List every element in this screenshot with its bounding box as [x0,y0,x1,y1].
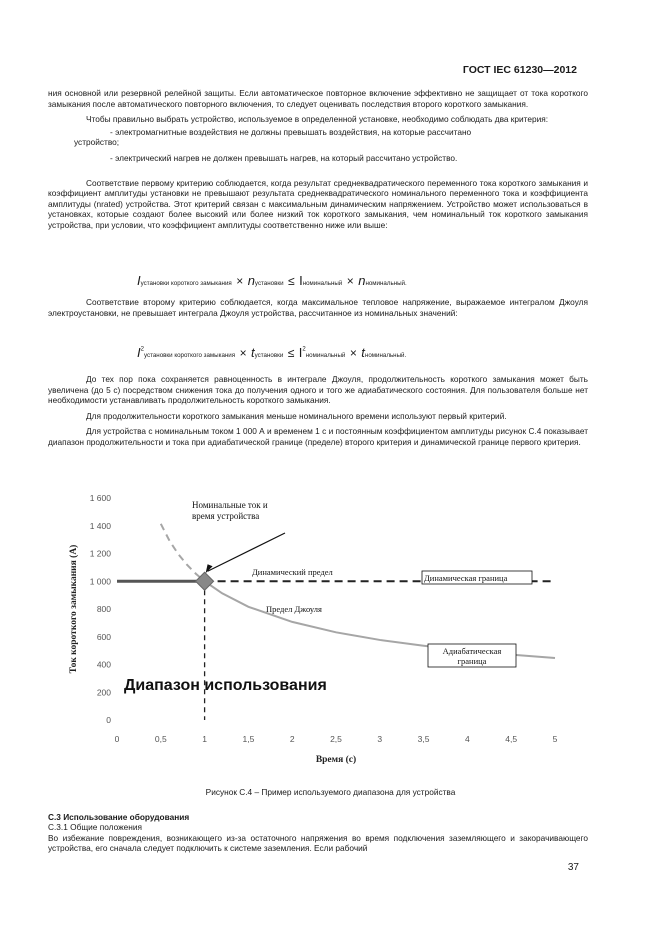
y-tick-label: 1 000 [89,576,111,587]
y-tick-label: 400 [96,659,111,670]
bullet-item: - электрический нагрев не должен превышать нагрев, на который рассчитано устройство. [110,152,458,163]
dynamic-boundary-label: Динамическая граница [424,573,508,583]
paragraph: Во избежание повреждения, возникающего из-за остаточного напряжения во время подключения заземляющего и закорачивающего устройства, его сначала следует подключить к системе заземления. Если рабочий [48,832,588,854]
paragraph: Для продолжительности короткого замыкания меньше номинального времени используют первый критерий. [86,410,507,421]
rated-annotation: Номинальные ток и [192,500,268,510]
y-tick-label: 0 [106,715,111,725]
paragraph: Соответствие первому критерию соблюдается, когда результат среднеквадратического переменного тока короткого замыкания и коэффициент амплитуды установки не превышают результата среднеквадратического номинального переменного тока и коэффициента амплитуды (nrated) устройства. Этот критерий связан с максимальным динамическим напряжением. Устройство может использоваться в установках, которые создают более высокий или более низкий ток короткого замыкания, чем номинальный ток короткого замыкания устройства, при условии, что коэффициент амплитуды соответственно ниже или выше: [48,177,588,230]
y-tick-label: 1 200 [89,548,111,559]
y-tick-label: 1 400 [89,520,111,531]
x-tick-label: 3,5 [417,734,430,744]
x-tick-label: 2 [289,734,295,744]
document-header: ГОСТ IEC 61230—2012 [462,64,577,76]
chart-svg [60,488,580,773]
x-tick-label: 3 [377,734,383,744]
body-text-3 [48,374,588,453]
y-tick-label: 1 600 [89,493,111,503]
x-axis-title: Время (с) [315,755,357,765]
x-tick-label: 5 [552,734,558,744]
x-tick-label: 4 [465,734,470,744]
y-axis-title: Ток короткого замыкания (А) [69,544,79,674]
body-text [48,88,588,236]
joule-limit-dashed-line [161,524,205,581]
y-tick-label: 600 [96,631,111,642]
adiabatic-label: Адиабатическая [442,646,502,656]
formula-first-criterion: Iустановки короткого замыкания × nустановки ≤ Iноминальный × nноминальный. [137,273,407,288]
bullet-item: - электромагнитные воздействия не должны превышать воздействия, на которые рассчитано [110,126,472,137]
rated-annotation: время устройства [192,511,260,521]
range-of-use-label: Диапазон использования [124,677,327,694]
section-subtitle: С.3.1 Общие положения [48,822,142,833]
bullet-continuation: устройство; [74,137,120,148]
formula-second-criterion: $I^2установки$ короткого замыкания × tустановки ≤ $I^2номинальный$ × tноминальный. [137,345,407,360]
y-tick-label: 200 [96,687,111,698]
figure-caption: Рисунок С.4 – Пример используемого диапазона для устройства [205,787,456,797]
adiabatic-label: граница [457,656,487,666]
x-tick-label: 1 [202,734,207,744]
x-tick-label: 2,5 [330,734,342,744]
x-tick-label: 0,5 [154,734,167,744]
x-tick-label: 4,5 [505,734,518,744]
paragraph: До тех пор пока сохраняется равноценность в интеграле Джоуля, продолжительность короткого замыкания может быть увеличена (до 5 с) посредством снижения тока до получения одного и того же адиабатического состояния. Для пользователя больше нет необходимости устанавливать продолжительность короткого замыкания. [48,374,588,406]
rated-arrow-line [208,533,285,571]
range-chart [60,488,580,773]
section-text [48,812,588,854]
section-title: С.3 Использование оборудования [48,812,190,822]
joule-limit-label: Предел Джоуля [266,604,322,614]
paragraph: Чтобы правильно выбрать устройство, используемое в определенной установке, необходимо соблюдать два критерия: [86,114,549,125]
page-number: 37 [567,862,579,873]
x-tick-label: 0 [114,734,120,744]
y-tick-label: 800 [96,604,111,614]
body-text-2 [48,297,588,323]
x-tick-label: 1,5 [242,734,255,744]
dynamic-limit-label: Динамический предел [252,567,333,577]
paragraph: ния основной или резервной релейной защиты. Если автоматическое повторное включение эффективно не защищает от тока короткого замыкания после автоматического повторного включения, то следует оценивать последствия второго короткого замыкания. [48,88,588,109]
paragraph: Для устройства с номинальным током 1 000 А и временем 1 с и постоянным коэффициентом амплитуды рисунок С.4 показывает диапазон продолжительности и тока при адиабатической границе (пределе) второго критерия и динамической границе первого критерия. [48,426,588,447]
paragraph: Соответствие второму критерию соблюдается, когда максимальное тепловое напряжение, выражаемое интегралом Джоуля электроустановки, не превышает интеграла Джоуля устройства, рассчитанное из номинальных значений: [48,297,588,318]
